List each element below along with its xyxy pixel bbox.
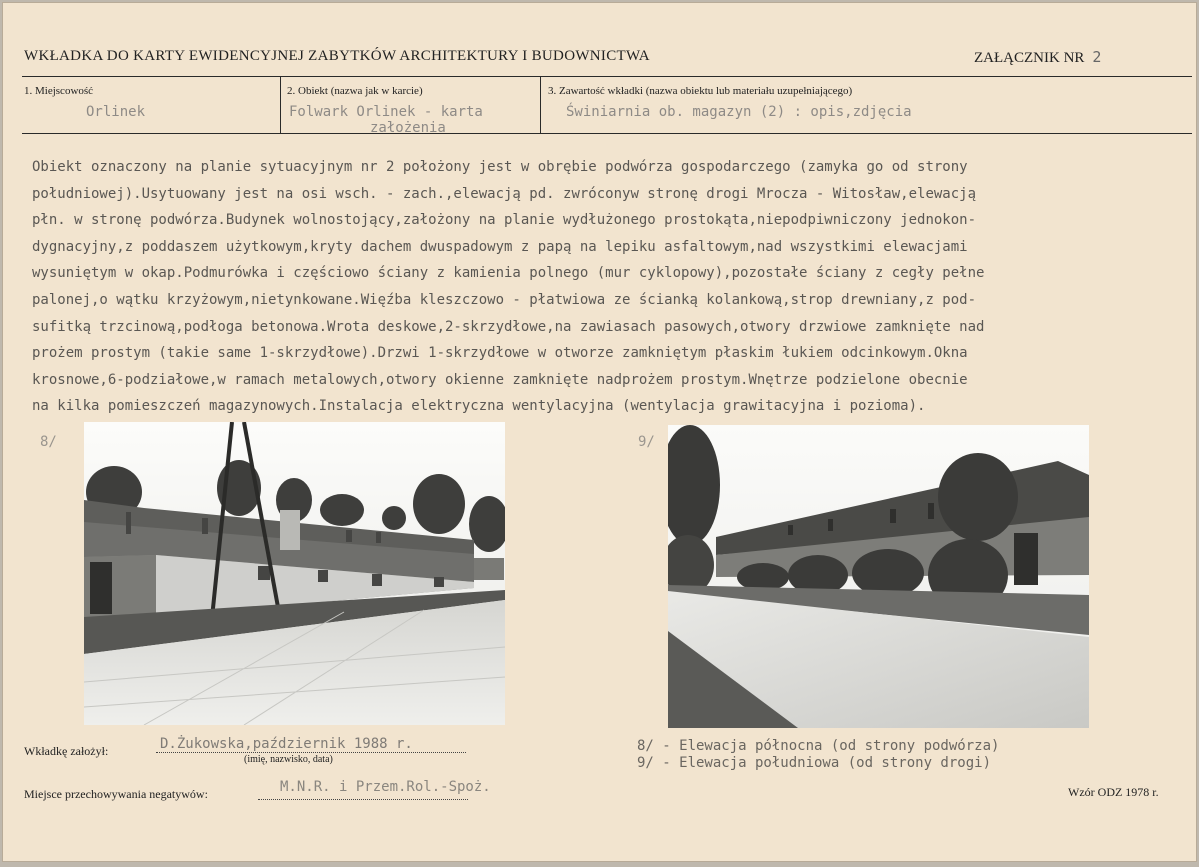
attachment-number-value: 2	[1092, 48, 1102, 66]
header-divider-top	[22, 76, 1192, 77]
contents-label: 3. Zawartość wkładki (nazwa obiektu lub materiału uzupełniającego)	[548, 85, 853, 97]
photo-number-9: 9/	[638, 434, 655, 450]
description-line: prożem prostym (takie same 1-skrzydłowe).Drzwi 1-skrzydłowe w otworze zamkniętym płaskim łukiem odcinkowym.Okna	[32, 345, 968, 362]
field-divider-2	[540, 76, 541, 134]
description-line: sufitką trzcinową,podłoga betonowa.Wrota deskowe,2-skrzydłowe,na zawiasach pasowych,otwory drzwiowe zamknięte nad	[32, 318, 985, 335]
description-line: płn. w stronę podwórza.Budynek wolnostojący,założony na planie wydłużonego prostokąta,niepodpiwniczony jednokon-	[32, 212, 977, 229]
form-template-label: Wzór ODZ 1978 r.	[1068, 785, 1159, 799]
storage-label: Miejsce przechowywania negatywów:	[24, 787, 208, 801]
description-line: południowej).Usytuowany jest na osi wsch. - zach.,elewacją pd. zwróconyw stronę drogi Mrocza - Witosław,elewacją	[32, 185, 977, 202]
caption-photo-8: 8/ - Elewacja północna (od strony podwórza)	[637, 738, 1000, 754]
photo-north-elevation	[84, 422, 505, 725]
object-value: Folwark Orlinek - karta	[289, 104, 483, 120]
locality-label: 1. Miejscowość	[24, 85, 94, 97]
photo-south-elevation	[668, 425, 1089, 728]
description-line: Obiekt oznaczony na planie sytuacyjnym nr 2 położony jest w obrębie podwórza gospodarczego (zamyka go od strony	[32, 159, 968, 175]
author-value: D.Żukowska,październik 1988 r.	[160, 736, 413, 752]
author-underline	[156, 752, 466, 753]
storage-underline	[258, 799, 468, 800]
field-divider-1	[280, 76, 281, 134]
object-value-continued: założenia	[370, 120, 446, 136]
description-line: dygnacyjny,z poddaszem użytkowym,kryty dachem dwuspadowym z papą na lepiku asfaltowym,nad wszystkimi elewacjami	[32, 238, 968, 255]
locality-value: Orlinek	[86, 104, 146, 120]
object-description	[32, 154, 1192, 420]
author-label: Wkładkę założył:	[24, 744, 109, 758]
contents-value: Świniarnia ob. magazyn (2) : opis,zdjęcia	[566, 104, 912, 120]
author-hint: (imię, nazwisko, data)	[244, 754, 333, 765]
storage-value: M.N.R. i Przem.Rol.-Spoż.	[280, 779, 491, 795]
attachment-label: ZAŁĄCZNIK NR	[974, 50, 1085, 66]
description-line: krosnowe,6-podziałowe,w ramach metalowych,otwory okienne zamknięte nadprożem prostym.Wnętrze podzielone obecnie	[32, 371, 968, 388]
header-divider-bottom	[22, 133, 1192, 134]
attachment-number	[974, 48, 1101, 67]
caption-photo-9: 9/ - Elewacja południowa (od strony drogi)	[637, 755, 992, 771]
description-line: palonej,o wątku krzyżowym,nietynkowane.Więźba kleszczowo - płatwiowa ze ścianką kolankową,strop drewniany,z pod-	[32, 291, 977, 308]
description-line: na kilka pomieszczeń magazynowych.Instalacja elektryczna wentylacyjna (wentylacja grawitacyjna i pozioma).	[32, 398, 926, 415]
form-title: WKŁADKA DO KARTY EWIDENCYJNEJ ZABYTKÓW ARCHITEKTURY I BUDOWNICTWA	[24, 48, 650, 64]
object-label: 2. Obiekt (nazwa jak w karcie)	[287, 85, 423, 97]
description-line: wysuniętym w okap.Podmurówka i częściowo ściany z kamienia polnego (mur cyklopowy),pozostałe ściany z cegły pełne	[32, 265, 985, 282]
photo-number-8: 8/	[40, 434, 57, 450]
